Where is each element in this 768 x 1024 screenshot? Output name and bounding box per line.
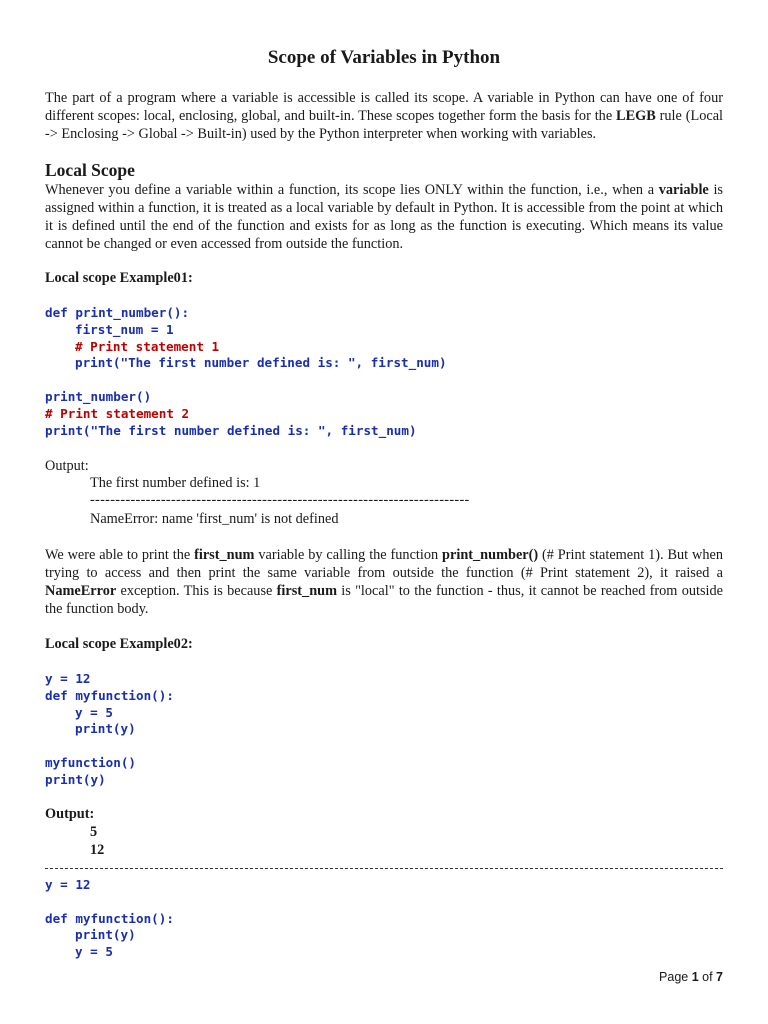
example1-code-block <box>45 305 447 439</box>
example1-code-line: # Print statement 2 <box>45 405 190 421</box>
example1-code-line: print("The first number defined is: ", first_num) <box>45 422 417 438</box>
variable-bold: variable <box>658 182 709 198</box>
example1-code-line <box>45 372 447 389</box>
legb-bold: LEGB <box>616 108 656 124</box>
example2-output-label: Output: <box>45 806 95 822</box>
nameerror-bold: NameError <box>45 583 117 599</box>
example1-code-line: print("The first number defined is: ", first_num) <box>75 355 447 371</box>
section-divider <box>45 868 723 869</box>
print-number-bold: print_number() <box>442 547 539 563</box>
footer-page-word: Page <box>659 970 692 984</box>
intro-paragraph <box>45 89 723 143</box>
example3-code-line <box>45 894 174 911</box>
example2-code-line: myfunction() <box>45 754 136 770</box>
footer-page-number: 1 <box>691 970 699 984</box>
example2-code-line: print(y) <box>45 771 106 787</box>
intro-text-2: rule (Local -> Enclosing -> Global -> Built-in) used by the Python interpreter when working with variables. <box>45 108 724 142</box>
example3-code-block <box>45 877 174 961</box>
example3-code-line: y = 5 <box>75 944 113 960</box>
local-scope-paragraph <box>45 181 723 253</box>
example3-code-line: def myfunction(): <box>45 910 174 926</box>
local-scope-heading: Local Scope <box>45 160 135 180</box>
example1-label: Local scope Example01: <box>45 270 193 286</box>
first-num-bold-2: first_num <box>276 583 338 599</box>
example2-output-value-2: 12 <box>90 842 105 858</box>
example1-code-line: def print_number(): <box>45 305 190 320</box>
example2-code-block <box>45 671 174 789</box>
example2-code-line: print(y) <box>75 721 136 737</box>
intro-text-1: The part of a program where a variable is accessible is called its scope. A variable in Python can have one of four different scopes: local, enclosing, global, and built-in. These scopes together form the basis for the <box>45 90 723 124</box>
example2-code-line: y = 5 <box>75 704 113 720</box>
example2-label: Local scope Example02: <box>45 636 193 652</box>
example1-output-divider: --------------------------------------------------------------------------- <box>90 492 470 508</box>
example3-code-line: print(y) <box>75 927 136 943</box>
footer-of-word: of <box>698 970 717 984</box>
page-title: Scope of Variables in Python <box>267 47 501 68</box>
example3-code-line: y = 12 <box>45 877 91 892</box>
first-num-bold-1: first_num <box>194 547 255 563</box>
explanation-text-d: (# Print statement 1). But when trying to access and then print the same variable from outside the function (# Print statement 2), it raised a <box>45 547 723 581</box>
example1-output-line-2: NameError: name 'first_num' is not defined <box>90 511 339 527</box>
example1-code-line: print_number() <box>45 388 152 404</box>
example2-code-line <box>45 738 174 755</box>
example1-output-label: Output: <box>45 458 89 474</box>
example2-output-value-1: 5 <box>90 824 98 840</box>
explanation-text-f: is "local" to the function - thus, it cannot be reached from outside the function body. <box>45 583 723 617</box>
example2-code-line: y = 12 <box>45 671 91 686</box>
local-scope-text-2: is assigned within a function, it is treated as a local variable by default in Python. It is accessible from the point at which it is defined until the end of the function and exists for as long as the function is executing. Which means its value cannot be changed or even accessed from outside the function. <box>45 182 723 252</box>
explanation-text-c: variable by calling the function <box>254 547 443 563</box>
example1-code-line: # Print statement 1 <box>75 338 220 354</box>
example1-output-line-1: The first number defined is: 1 <box>90 475 261 491</box>
explanation-paragraph <box>45 546 723 618</box>
example2-code-line: def myfunction(): <box>45 687 174 703</box>
example1-code-line: first_num = 1 <box>75 321 174 337</box>
explanation-text-e: exception. This is because <box>116 583 277 599</box>
footer-page-total: 7 <box>716 970 723 984</box>
explanation-text-a: We were able to print the <box>45 547 195 563</box>
page-footer <box>659 970 723 984</box>
local-scope-text-1: Whenever you define a variable within a function, its scope lies ONLY within the function, i.e., when a <box>45 182 659 198</box>
